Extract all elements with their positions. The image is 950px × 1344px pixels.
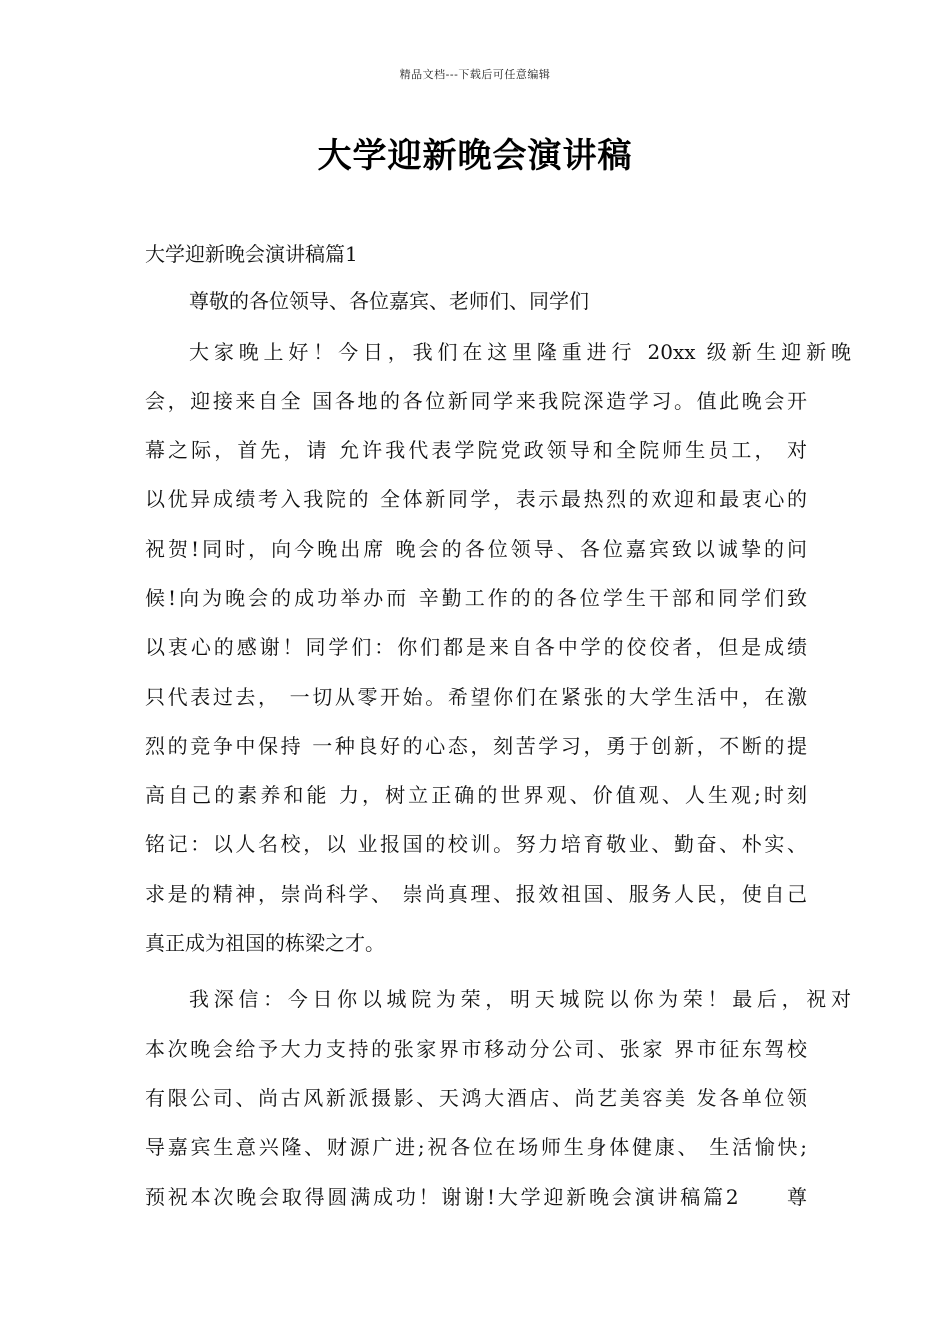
paragraph-line: 真正成为祖国的栋梁之才。	[145, 931, 385, 955]
paragraph-line: 求是的精神，崇尚科学、 崇尚真理、报效祖国、服务人民，使自己	[145, 882, 807, 906]
paragraph-line: 幕之际，首先，请 允许我代表学院党政领导和全院师生员工， 对	[145, 438, 807, 462]
document-title: 大学迎新晚会演讲稿	[317, 136, 633, 176]
paragraph-line: 以优异成绩考入我院的 全体新同学，表示最热烈的欢迎和最衷心的	[145, 487, 807, 511]
paragraph-line: 烈的竞争中保持 一种良好的心态，刻苦学习，勇于创新，不断的提	[145, 734, 807, 758]
paragraph-line: 候!向为晚会的成功举办而 辛勤工作的的各位学生干部和同学们致	[145, 586, 807, 610]
header-note: 精品文档---下载后可任意编辑	[399, 68, 551, 81]
paragraph-line: 导嘉宾生意兴隆、财源广进;祝各位在场师生身体健康、 生活愉快;	[145, 1135, 807, 1159]
paragraph-line: 只代表过去， 一切从零开始。希望你们在紧张的大学生活中，在激	[145, 685, 807, 709]
paragraph-line: 我深信：今日你以城院为荣，明天城院以你为荣！最后，祝对	[189, 987, 851, 1011]
paragraph-line: 高自己的素养和能 力，树立正确的世界观、价值观、人生观;时刻	[145, 783, 807, 807]
paragraph-line: 有限公司、尚古风新派摄影、天鸿大酒店、尚艺美容美 发各单位领	[145, 1086, 807, 1110]
paragraph-line: 预祝本次晚会取得圆满成功！谢谢!大学迎新晚会演讲稿篇2 尊	[145, 1185, 807, 1209]
paragraph-line: 铭记：以人名校，以 业报国的校训。努力培育敬业、勤奋、朴实、	[145, 832, 807, 856]
greeting-line: 尊敬的各位领导、各位嘉宾、老师们、同学们	[189, 289, 589, 313]
paragraph-line: 本次晚会给予大力支持的张家界市移动分公司、张家 界市征东驾校	[145, 1037, 807, 1061]
paragraph-line: 大家晚上好！今日，我们在这里隆重进行 20xx 级新生迎新晚	[189, 340, 851, 364]
paragraph-line: 以衷心的感谢！同学们：你们都是来自各中学的佼佼者，但是成绩	[145, 635, 807, 659]
section-heading: 大学迎新晚会演讲稿篇1	[145, 242, 358, 266]
paragraph-line: 祝贺!同时，向今晚出席 晚会的各位领导、各位嘉宾致以诚挚的问	[145, 537, 807, 561]
paragraph-line: 会，迎接来自全 国各地的各位新同学来我院深造学习。值此晚会开	[145, 389, 807, 413]
